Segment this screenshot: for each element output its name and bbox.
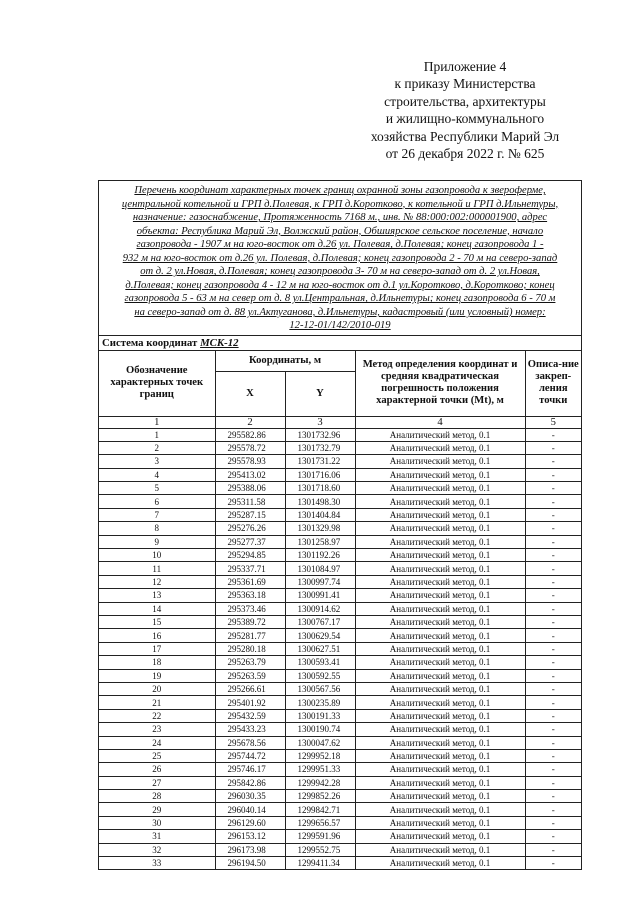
y-coordinate-cell: 1301258.97: [285, 535, 355, 548]
x-coordinate-cell: 295746.17: [215, 763, 285, 776]
column-number: 1: [99, 416, 215, 428]
y-coordinate-cell: 1301731.22: [285, 455, 355, 468]
x-coordinate-cell: 295281.77: [215, 629, 285, 642]
x-coordinate-cell: 295388.06: [215, 482, 285, 495]
fixing-cell: -: [525, 562, 581, 575]
fixing-cell: -: [525, 602, 581, 615]
point-number-cell: 3: [99, 455, 215, 468]
point-number-cell: 1: [99, 428, 215, 441]
x-coordinate-cell: 296194.50: [215, 857, 285, 870]
method-cell: Аналитический метод, 0.1: [355, 602, 525, 615]
fixing-cell: -: [525, 468, 581, 481]
table-row: [99, 428, 581, 441]
method-cell: Аналитический метод, 0.1: [355, 549, 525, 562]
method-cell: Аналитический метод, 0.1: [355, 575, 525, 588]
y-coordinate-cell: 1300191.33: [285, 709, 355, 722]
table-row: [99, 682, 581, 695]
coordinate-system-line: [99, 336, 581, 351]
y-coordinate-cell: 1301718.60: [285, 482, 355, 495]
table-row: [99, 589, 581, 602]
description-line: газопровода - 1907 м на юго-восток от д.26 ул. Полевая, д.Полевая; конец газопровода 1 -: [136, 239, 544, 251]
table-row: [99, 629, 581, 642]
x-coordinate-cell: 295578.72: [215, 441, 285, 454]
coords-column-header: Координаты, м: [215, 351, 355, 371]
column-number: 3: [285, 416, 355, 428]
x-coordinate-cell: 295294.85: [215, 549, 285, 562]
method-cell: Аналитический метод, 0.1: [355, 562, 525, 575]
fixing-cell: -: [525, 575, 581, 588]
point-number-cell: 27: [99, 776, 215, 789]
x-coordinate-cell: 295363.18: [215, 589, 285, 602]
fixing-cell: -: [525, 723, 581, 736]
y-coordinate-cell: 1299842.71: [285, 803, 355, 816]
y-coordinate-cell: 1300627.51: [285, 642, 355, 655]
y-coordinate-cell: 1300047.62: [285, 736, 355, 749]
table-row: [99, 816, 581, 829]
x-coordinate-cell: 295263.59: [215, 669, 285, 682]
table-row: [99, 495, 581, 508]
fixing-cell: -: [525, 615, 581, 628]
point-number-cell: 26: [99, 763, 215, 776]
table-row: [99, 776, 581, 789]
table-row: [99, 575, 581, 588]
point-number-cell: 20: [99, 682, 215, 695]
fixing-cell: -: [525, 535, 581, 548]
fixing-cell: -: [525, 455, 581, 468]
method-cell: Аналитический метод, 0.1: [355, 709, 525, 722]
table-row: [99, 562, 581, 575]
x-coordinate-cell: 295373.46: [215, 602, 285, 615]
point-number-cell: 23: [99, 723, 215, 736]
y-coordinate-cell: 1300629.54: [285, 629, 355, 642]
description-line: газопровода 5 - 63 м на север от д. 8 ул.Центральная, д.Ильнетуры; конец газопровода 6 - 70 м: [124, 293, 556, 305]
description-line: объекта: Республика Марий Эл, Волжский район, Обшиярское сельское поселение, начало: [136, 225, 544, 237]
fixing-cell: -: [525, 749, 581, 762]
y-coordinate-cell: 1300997.74: [285, 575, 355, 588]
fixing-cell: -: [525, 495, 581, 508]
appendix-header: [340, 58, 590, 162]
x-coordinate-cell: 295276.26: [215, 522, 285, 535]
method-cell: Аналитический метод, 0.1: [355, 455, 525, 468]
x-coordinate-cell: 295280.18: [215, 642, 285, 655]
fixing-cell: -: [525, 696, 581, 709]
y-coordinate-cell: 1300567.56: [285, 682, 355, 695]
method-cell: Аналитический метод, 0.1: [355, 816, 525, 829]
x-coordinate-cell: 295311.58: [215, 495, 285, 508]
coordinate-system-name: МСК-12: [200, 337, 239, 350]
point-number-cell: 19: [99, 669, 215, 682]
x-coordinate-cell: 295578.93: [215, 455, 285, 468]
table-row: [99, 549, 581, 562]
point-number-cell: 14: [99, 602, 215, 615]
description-line: 12-12-01/142/2010-019: [289, 320, 391, 332]
fixing-cell: -: [525, 629, 581, 642]
y-coordinate-cell: 1300767.17: [285, 615, 355, 628]
fixing-cell: -: [525, 709, 581, 722]
y-coordinate-cell: 1299411.34: [285, 857, 355, 870]
description-line: Перечень координат характерных точек границ охранной зоны газопровода к звероферме,: [134, 185, 546, 196]
x-coordinate-cell: 295266.61: [215, 682, 285, 695]
method-cell: Аналитический метод, 0.1: [355, 508, 525, 521]
method-cell: Аналитический метод, 0.1: [355, 749, 525, 762]
fixing-cell: -: [525, 669, 581, 682]
point-number-cell: 31: [99, 830, 215, 843]
fixing-cell: -: [525, 736, 581, 749]
x-coordinate-cell: 295413.02: [215, 468, 285, 481]
appendix-line: и жилищно-коммунального: [385, 111, 545, 127]
table-row: [99, 522, 581, 535]
method-cell: Аналитический метод, 0.1: [355, 803, 525, 816]
point-number-cell: 10: [99, 549, 215, 562]
fixing-column-header: Описа-ние закреп-ления точки: [525, 351, 581, 416]
x-coordinate-cell: 295678.56: [215, 736, 285, 749]
point-number-cell: 2: [99, 441, 215, 454]
method-cell: Аналитический метод, 0.1: [355, 428, 525, 441]
point-number-cell: 29: [99, 803, 215, 816]
fixing-cell: -: [525, 642, 581, 655]
appendix-line: строительства, архитектуры: [384, 93, 546, 109]
method-cell: Аналитический метод, 0.1: [355, 736, 525, 749]
point-number-cell: 17: [99, 642, 215, 655]
fixing-cell: -: [525, 776, 581, 789]
method-cell: Аналитический метод, 0.1: [355, 790, 525, 803]
method-column-header: Метод определения координат и средняя квадратическая погрешность положения характерной точки (Mt), м: [355, 351, 525, 416]
x-coordinate-cell: 295277.37: [215, 535, 285, 548]
description-line: назначение: газоснабжение, Протяженность 7168 м., инв. № 88:000:002:000001900, адрес: [132, 212, 548, 224]
point-number-cell: 28: [99, 790, 215, 803]
table-row: [99, 508, 581, 521]
fixing-cell: -: [525, 830, 581, 843]
method-cell: Аналитический метод, 0.1: [355, 615, 525, 628]
y-coordinate-cell: 1299852.26: [285, 790, 355, 803]
point-number-cell: 6: [99, 495, 215, 508]
x-coordinate-cell: 295287.15: [215, 508, 285, 521]
y-coordinate-cell: 1300190.74: [285, 723, 355, 736]
method-cell: Аналитический метод, 0.1: [355, 522, 525, 535]
method-cell: Аналитический метод, 0.1: [355, 843, 525, 856]
method-cell: Аналитический метод, 0.1: [355, 723, 525, 736]
y-coordinate-cell: 1301404.84: [285, 508, 355, 521]
point-number-cell: 8: [99, 522, 215, 535]
table-row: [99, 790, 581, 803]
point-number-cell: 32: [99, 843, 215, 856]
table-row: [99, 441, 581, 454]
table-row: [99, 803, 581, 816]
column-number: 5: [525, 416, 581, 428]
table-row: [99, 763, 581, 776]
y-coordinate-cell: 1301732.96: [285, 428, 355, 441]
x-coordinate-cell: 295389.72: [215, 615, 285, 628]
fixing-cell: -: [525, 843, 581, 856]
method-cell: Аналитический метод, 0.1: [355, 589, 525, 602]
description-line: на северо-запад от д. 88 ул.Актуганова, д.Ильнетуры, кадастровый (или условный) номер:: [134, 306, 546, 318]
x-coordinate-cell: 296040.14: [215, 803, 285, 816]
fixing-cell: -: [525, 428, 581, 441]
method-cell: Аналитический метод, 0.1: [355, 696, 525, 709]
x-coordinate-cell: 296030.35: [215, 790, 285, 803]
table-row: [99, 749, 581, 762]
method-cell: Аналитический метод, 0.1: [355, 482, 525, 495]
y-column-header: Y: [285, 371, 355, 416]
method-cell: Аналитический метод, 0.1: [355, 830, 525, 843]
x-coordinate-cell: 295337.71: [215, 562, 285, 575]
description-line: от д. 2 ул.Новая, д.Полевая; конец газопровода 3- 70 м на северо-запад от д. 2 ул.Новая,: [140, 266, 540, 278]
point-number-cell: 16: [99, 629, 215, 642]
point-number-cell: 7: [99, 508, 215, 521]
table-row: [99, 602, 581, 615]
fixing-cell: -: [525, 589, 581, 602]
description-line: д.Полевая; конец газопровода 4 - 12 м на юго-восток от д.1 ул.Коротково, д.Коротково; конец: [125, 279, 555, 291]
fixing-cell: -: [525, 656, 581, 669]
method-cell: Аналитический метод, 0.1: [355, 629, 525, 642]
table-row: [99, 455, 581, 468]
table-row: [99, 615, 581, 628]
point-number-cell: 33: [99, 857, 215, 870]
y-coordinate-cell: 1301716.06: [285, 468, 355, 481]
fixing-cell: -: [525, 441, 581, 454]
table-row: [99, 709, 581, 722]
y-coordinate-cell: 1301329.98: [285, 522, 355, 535]
coordinates-table: [99, 351, 581, 869]
table-row: [99, 669, 581, 682]
table-row: [99, 482, 581, 495]
fixing-cell: -: [525, 682, 581, 695]
x-coordinate-cell: 296173.98: [215, 843, 285, 856]
x-coordinate-cell: 295433.23: [215, 723, 285, 736]
table-row: [99, 843, 581, 856]
y-coordinate-cell: 1300914.62: [285, 602, 355, 615]
table-row: [99, 723, 581, 736]
method-cell: Аналитический метод, 0.1: [355, 468, 525, 481]
y-coordinate-cell: 1299942.28: [285, 776, 355, 789]
y-coordinate-cell: 1300592.55: [285, 669, 355, 682]
y-coordinate-cell: 1300593.41: [285, 656, 355, 669]
method-cell: Аналитический метод, 0.1: [355, 495, 525, 508]
method-cell: Аналитический метод, 0.1: [355, 682, 525, 695]
table-row: [99, 656, 581, 669]
appendix-line: от 26 декабря 2022 г. № 625: [385, 146, 545, 162]
y-coordinate-cell: 1299552.75: [285, 843, 355, 856]
x-coordinate-cell: 295842.86: [215, 776, 285, 789]
description-line: центральной котельной и ГРП д.Полевая, к ГРП д.Коротково, к котельной и ГРП д.Ильнетуры,: [121, 198, 559, 210]
table-row: [99, 736, 581, 749]
x-coordinate-cell: 295744.72: [215, 749, 285, 762]
x-coordinate-cell: 296153.12: [215, 830, 285, 843]
point-number-cell: 22: [99, 709, 215, 722]
method-cell: Аналитический метод, 0.1: [355, 857, 525, 870]
fixing-cell: -: [525, 522, 581, 535]
object-description: [99, 181, 581, 336]
y-coordinate-cell: 1301732.79: [285, 441, 355, 454]
table-row: [99, 642, 581, 655]
fixing-cell: -: [525, 857, 581, 870]
point-number-cell: 4: [99, 468, 215, 481]
appendix-line: к приказу Министерства: [394, 76, 536, 92]
appendix-line: хозяйства Республики Марий Эл: [370, 128, 560, 144]
fixing-cell: -: [525, 508, 581, 521]
x-coordinate-cell: 295401.92: [215, 696, 285, 709]
column-number: 4: [355, 416, 525, 428]
fixing-cell: -: [525, 803, 581, 816]
point-number-cell: 9: [99, 535, 215, 548]
y-coordinate-cell: 1301498.30: [285, 495, 355, 508]
y-coordinate-cell: 1299952.18: [285, 749, 355, 762]
y-coordinate-cell: 1301084.97: [285, 562, 355, 575]
point-number-cell: 24: [99, 736, 215, 749]
description-line: 932 м на юго-восток от д.26 ул. Полевая, д.Полевая; конец газопровода 2 - 70 м на северо-запад: [122, 252, 558, 264]
coordinate-system-label: Система координат: [102, 337, 198, 350]
fixing-cell: -: [525, 549, 581, 562]
y-coordinate-cell: 1299951.33: [285, 763, 355, 776]
appendix-line: Приложение 4: [423, 59, 507, 74]
fixing-cell: -: [525, 763, 581, 776]
x-column-header: X: [215, 371, 285, 416]
point-number-cell: 13: [99, 589, 215, 602]
table-row: [99, 535, 581, 548]
table-row: [99, 857, 581, 870]
x-coordinate-cell: 296129.60: [215, 816, 285, 829]
x-coordinate-cell: 295432.59: [215, 709, 285, 722]
method-cell: Аналитический метод, 0.1: [355, 535, 525, 548]
table-row: [99, 696, 581, 709]
point-number-cell: 25: [99, 749, 215, 762]
x-coordinate-cell: 295361.69: [215, 575, 285, 588]
table-row: [99, 830, 581, 843]
method-cell: Аналитический метод, 0.1: [355, 642, 525, 655]
point-number-cell: 15: [99, 615, 215, 628]
table-row: [99, 468, 581, 481]
y-coordinate-cell: 1300991.41: [285, 589, 355, 602]
method-cell: Аналитический метод, 0.1: [355, 441, 525, 454]
point-number-cell: 30: [99, 816, 215, 829]
fixing-cell: -: [525, 816, 581, 829]
method-cell: Аналитический метод, 0.1: [355, 776, 525, 789]
point-number-cell: 11: [99, 562, 215, 575]
fixing-cell: -: [525, 482, 581, 495]
x-coordinate-cell: 295582.86: [215, 428, 285, 441]
y-coordinate-cell: 1299656.57: [285, 816, 355, 829]
point-number-cell: 18: [99, 656, 215, 669]
fixing-cell: -: [525, 790, 581, 803]
y-coordinate-cell: 1301192.26: [285, 549, 355, 562]
point-column-header: Обозначение характерных точек границ: [99, 351, 215, 416]
y-coordinate-cell: 1300235.89: [285, 696, 355, 709]
x-coordinate-cell: 295263.79: [215, 656, 285, 669]
point-number-cell: 5: [99, 482, 215, 495]
point-number-cell: 12: [99, 575, 215, 588]
column-number: 2: [215, 416, 285, 428]
method-cell: Аналитический метод, 0.1: [355, 656, 525, 669]
coordinates-document: [98, 180, 582, 870]
y-coordinate-cell: 1299591.96: [285, 830, 355, 843]
point-number-cell: 21: [99, 696, 215, 709]
coordinates-table-body: [99, 428, 581, 869]
method-cell: Аналитический метод, 0.1: [355, 669, 525, 682]
method-cell: Аналитический метод, 0.1: [355, 763, 525, 776]
